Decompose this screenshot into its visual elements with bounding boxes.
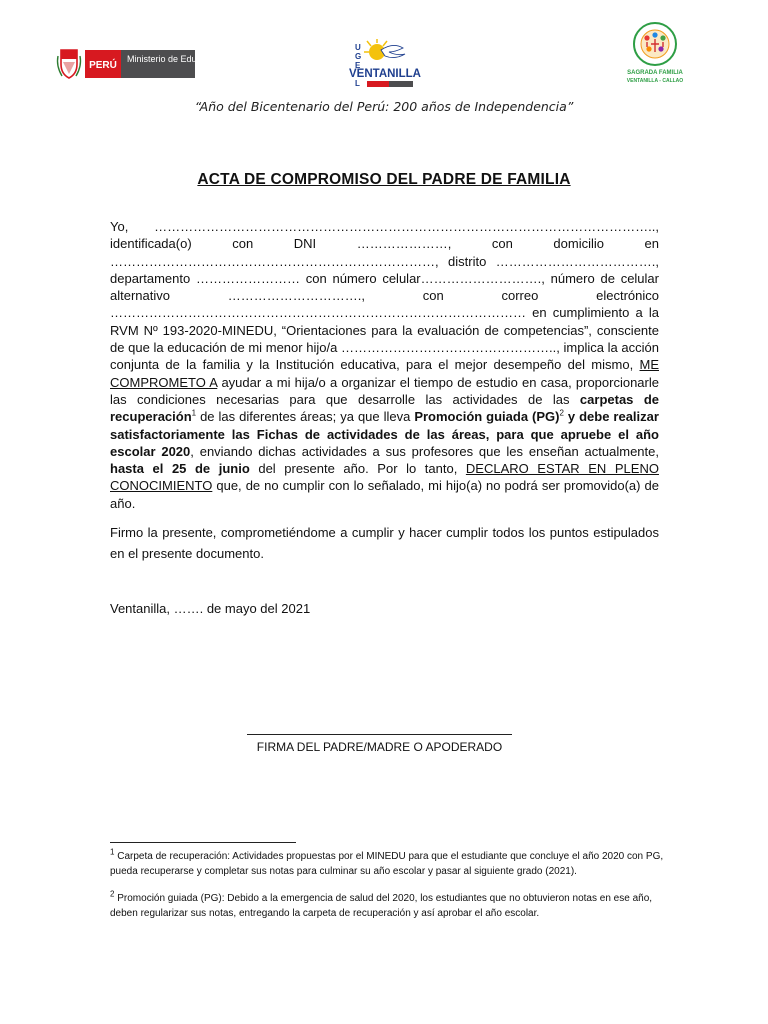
promocion-term: Promoción guiada (PG)	[414, 409, 560, 425]
ministry-label: Ministerio de Educación	[127, 54, 223, 64]
body-text-3: de las diferentes áreas; ya que lleva	[200, 409, 411, 425]
signature-label: FIRMA DEL PADRE/MADRE O APODERADO	[256, 740, 503, 754]
svg-text:G: G	[355, 52, 362, 61]
body-text-4: , enviando dichas actividades a sus profesores que les enseñan actualmente,	[190, 443, 659, 459]
svg-text:L: L	[355, 79, 360, 88]
declaration-phrase: DECLARO ESTAR EN PLENO CONOCIMIENTO	[110, 461, 659, 494]
svg-text:E: E	[355, 61, 361, 70]
ugel-name: VENTANILLA	[349, 68, 421, 80]
commitment-phrase: ME COMPROMETO A	[110, 357, 659, 390]
footnote-2-mark: 2	[110, 889, 115, 899]
ministerio-educacion-logo	[55, 46, 223, 82]
deadline: hasta el 25 de junio	[110, 461, 250, 477]
peru-label: PERÚ	[89, 60, 117, 71]
year-motto: “Año del Bicentenario del Perú: 200 años de Independencia”	[194, 99, 574, 114]
peru-coat-of-arms-icon	[58, 50, 81, 78]
body-text-2: ayudar a mi hija/o a organizar el tiempo de estudio en casa, proporcionarle las condiciones necesarias para que desarrolle las actividades de las	[110, 374, 659, 407]
intro-text: Yo, …………………………………………………………………………………………………….., identificada(o) con DNI …………………, con domicilio en …………………………………………………………………, distrito ………………………………., departamento …………………… con número celular………………………., número de celular alternativo …………………………., con correo electrónico …………………………………………………………………………………… en cumplimiento a la RVM Nº 193-2020-MINEDU, “Orientaciones para la evaluación de competencias”, consciente de que la educación de mi menor hijo/a ………………………………………….., implica la acción conjunta de la familia y la Institución educativa, para el mejor desempeño del mismo,	[110, 219, 659, 373]
document-title: ACTA DE COMPROMISO DEL PADRE DE FAMILIA	[197, 171, 571, 188]
ugel-vertical-acronym	[355, 43, 361, 88]
firmo-paragraph: Firmo la presente, comprometiéndome a cumplir y hacer cumplir todos los puntos estipulados en el presente documento.	[110, 525, 659, 561]
school-place: VENTANILLA - CALLAO	[626, 78, 684, 84]
footnote-divider	[110, 842, 296, 843]
footnote-1	[110, 847, 672, 879]
commitment-paragraph	[110, 218, 659, 512]
footnote-2	[110, 889, 672, 921]
carpetas-term: carpetas de recuperación	[110, 391, 659, 425]
sun-dove-icon	[364, 39, 405, 60]
body-text-5: del presente año. Por lo tanto,	[258, 461, 458, 477]
footnote-ref-1[interactable]: 1	[191, 408, 197, 418]
fichas-requirement: y debe realizar satisfactoriamente las Fichas de actividades de las áreas, para que apruebe el año escolar 2020	[110, 409, 659, 459]
school-name: SAGRADA FAMILIA	[627, 70, 683, 76]
signature-line[interactable]	[247, 734, 512, 735]
footnote-2-text: Promoción guiada (PG): Debido a la emergencia de salud del 2020, los estudiantes que no obtuvieron notas en ese año, deben regularizar sus notas, entregando la carpeta de recuperación y así aprobar el año escolar.	[110, 893, 653, 919]
ugel-ventanilla-logo	[345, 40, 421, 92]
sagrada-familia-school-logo	[617, 22, 693, 88]
date-line: Ventanilla, ……. de mayo del 2021	[110, 601, 311, 616]
footnote-ref-2[interactable]: 2	[559, 408, 564, 418]
svg-text:U: U	[355, 43, 361, 52]
body-text-6: que, de no cumplir con lo señalado, mi hijo(a) no podrá ser promovido(a) de año.	[110, 478, 659, 511]
footnote-1-text: Carpeta de recuperación: Actividades propuestas por el MINEDU para que el estudiante que concluye el año 2020 con PG, pueda recuperarse y completar sus notas para culminar su año escolar y pasar al siguiente grado (2021).	[110, 851, 664, 877]
footnote-1-mark: 1	[110, 847, 115, 857]
